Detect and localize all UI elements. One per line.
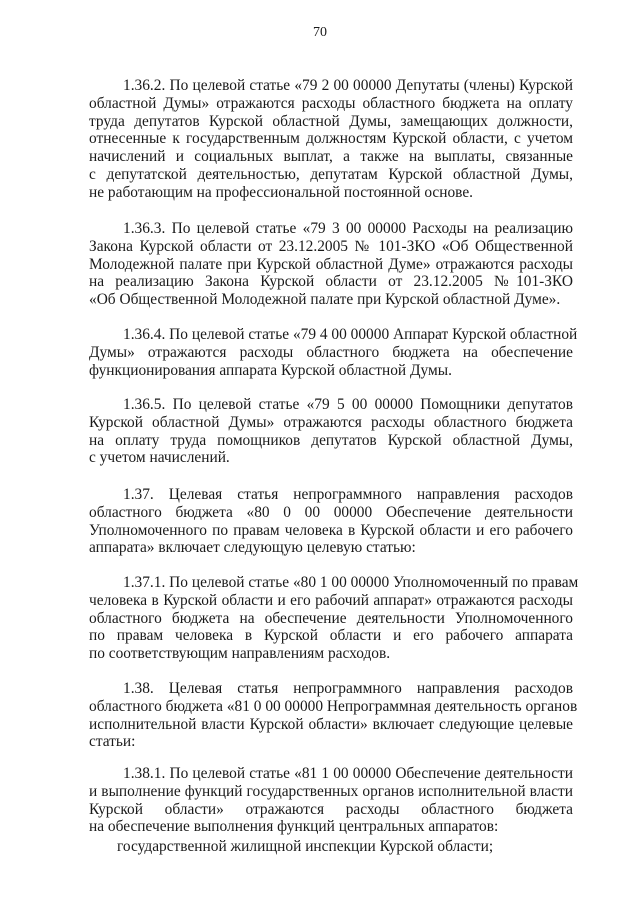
text-line: 1.36.3. По целевой статье «79 3 00 00000 Расходы на реализацию bbox=[123, 220, 573, 237]
paragraph-1-37-1 bbox=[89, 574, 579, 663]
text-line: исполнительной власти Курской области» включает следующие целевые bbox=[89, 715, 573, 733]
text-line: Молодежной палате при Курской областной Думе» отражаются расходы bbox=[89, 255, 573, 273]
text-line: Закона Курской области от 23.12.2005 № 101-ЗКО «Об Общественной bbox=[89, 237, 573, 255]
text-line: государственной жилищной инспекции Курской области; bbox=[117, 838, 494, 855]
text-line: по соответствующим направлениям расходов. bbox=[89, 645, 391, 663]
text-line: с депутатской деятельностью, депутатам Курской областной Думы, bbox=[89, 165, 573, 183]
text-line: 1.37. Целевая статья непрограммного направления расходов bbox=[123, 486, 573, 503]
paragraph-1-36-4 bbox=[89, 326, 578, 379]
text-line: областного бюджета на обеспечение деятельности Уполномоченного bbox=[89, 609, 573, 627]
text-line: 1.38. Целевая статья непрограммного направления расходов bbox=[123, 680, 573, 697]
text-line: на оплату труда помощников депутатов Курской областной Думы, bbox=[89, 431, 573, 449]
paragraph-1-36-5 bbox=[89, 396, 573, 467]
text-line: человека в Курской области и его рабочий аппарат» отражаются расходы bbox=[89, 591, 573, 609]
text-line: 1.38.1. По целевой статье «81 1 00 00000 Обеспечение деятельности bbox=[123, 765, 573, 782]
text-line: 1.36.2. По целевой статье «79 2 00 00000 Депутаты (члены) Курской bbox=[123, 77, 573, 94]
text-line: на обеспечение выполнения функций центральных аппаратов: bbox=[89, 818, 499, 836]
text-line: областного бюджета «80 0 00 00000 Обеспечение деятельности bbox=[89, 503, 573, 521]
paragraph-1-38-1 bbox=[89, 765, 573, 836]
text-line: функционирования аппарата Курской областной Думы. bbox=[89, 361, 452, 379]
text-line: статьи: bbox=[89, 733, 136, 751]
text-line: на реализацию Закона Курской области от 23.12.2005 №101-ЗКО bbox=[89, 273, 573, 291]
text-line: и выполнение функций государственных органов исполнительной власти bbox=[89, 782, 573, 800]
list-item bbox=[89, 838, 573, 856]
page-number: 70 bbox=[313, 25, 327, 40]
paragraph-1-38 bbox=[89, 680, 578, 751]
text-line: областного бюджета «81 0 00 00000 Непрограммная деятельность органов bbox=[89, 697, 578, 715]
text-line: труда депутатов Курской областной Думы, замещающих должности, bbox=[89, 112, 573, 130]
text-line: Курской области» отражаются расходы областного бюджета bbox=[89, 800, 573, 818]
text-line: Курской областной Думы» отражаются расходы областного бюджета bbox=[89, 413, 573, 431]
paragraph-1-36-2 bbox=[89, 77, 573, 202]
paragraph-1-36-3 bbox=[89, 220, 573, 309]
text-line: областной Думы» отражаются расходы областного бюджета на оплату bbox=[89, 94, 573, 112]
text-line: отнесенные к государственным должностям Курской области, с учетом bbox=[89, 130, 573, 148]
text-line: по правам человека в Курской области и его рабочего аппарата bbox=[89, 627, 573, 645]
paragraph-1-37 bbox=[89, 486, 573, 557]
text-line: с учетом начислений. bbox=[89, 449, 230, 467]
text-line: «Об Общественной Молодежной палате при Курской областной Думе». bbox=[89, 291, 561, 309]
text-line: 1.36.4. По целевой статье «79 4 00 00000 Аппарат Курской областной bbox=[123, 326, 578, 343]
text-line: аппарата» включает следующую целевую статью: bbox=[89, 539, 416, 557]
text-line: 1.36.5. По целевой статье «79 5 00 00000 Помощники депутатов bbox=[123, 396, 573, 413]
text-line: 1.37.1. По целевой статье «80 1 00 00000 Уполномоченный по правам bbox=[123, 574, 579, 591]
text-line: начислений и социальных выплат, а также на выплаты, связанные bbox=[89, 148, 573, 166]
text-line: Уполномоченного по правам человека в Курской области и его рабочего bbox=[89, 521, 573, 539]
text-line: не работающим на профессиональной постоянной основе. bbox=[89, 183, 474, 201]
text-line: Думы» отражаются расходы областного бюджета на обеспечение bbox=[89, 343, 573, 361]
